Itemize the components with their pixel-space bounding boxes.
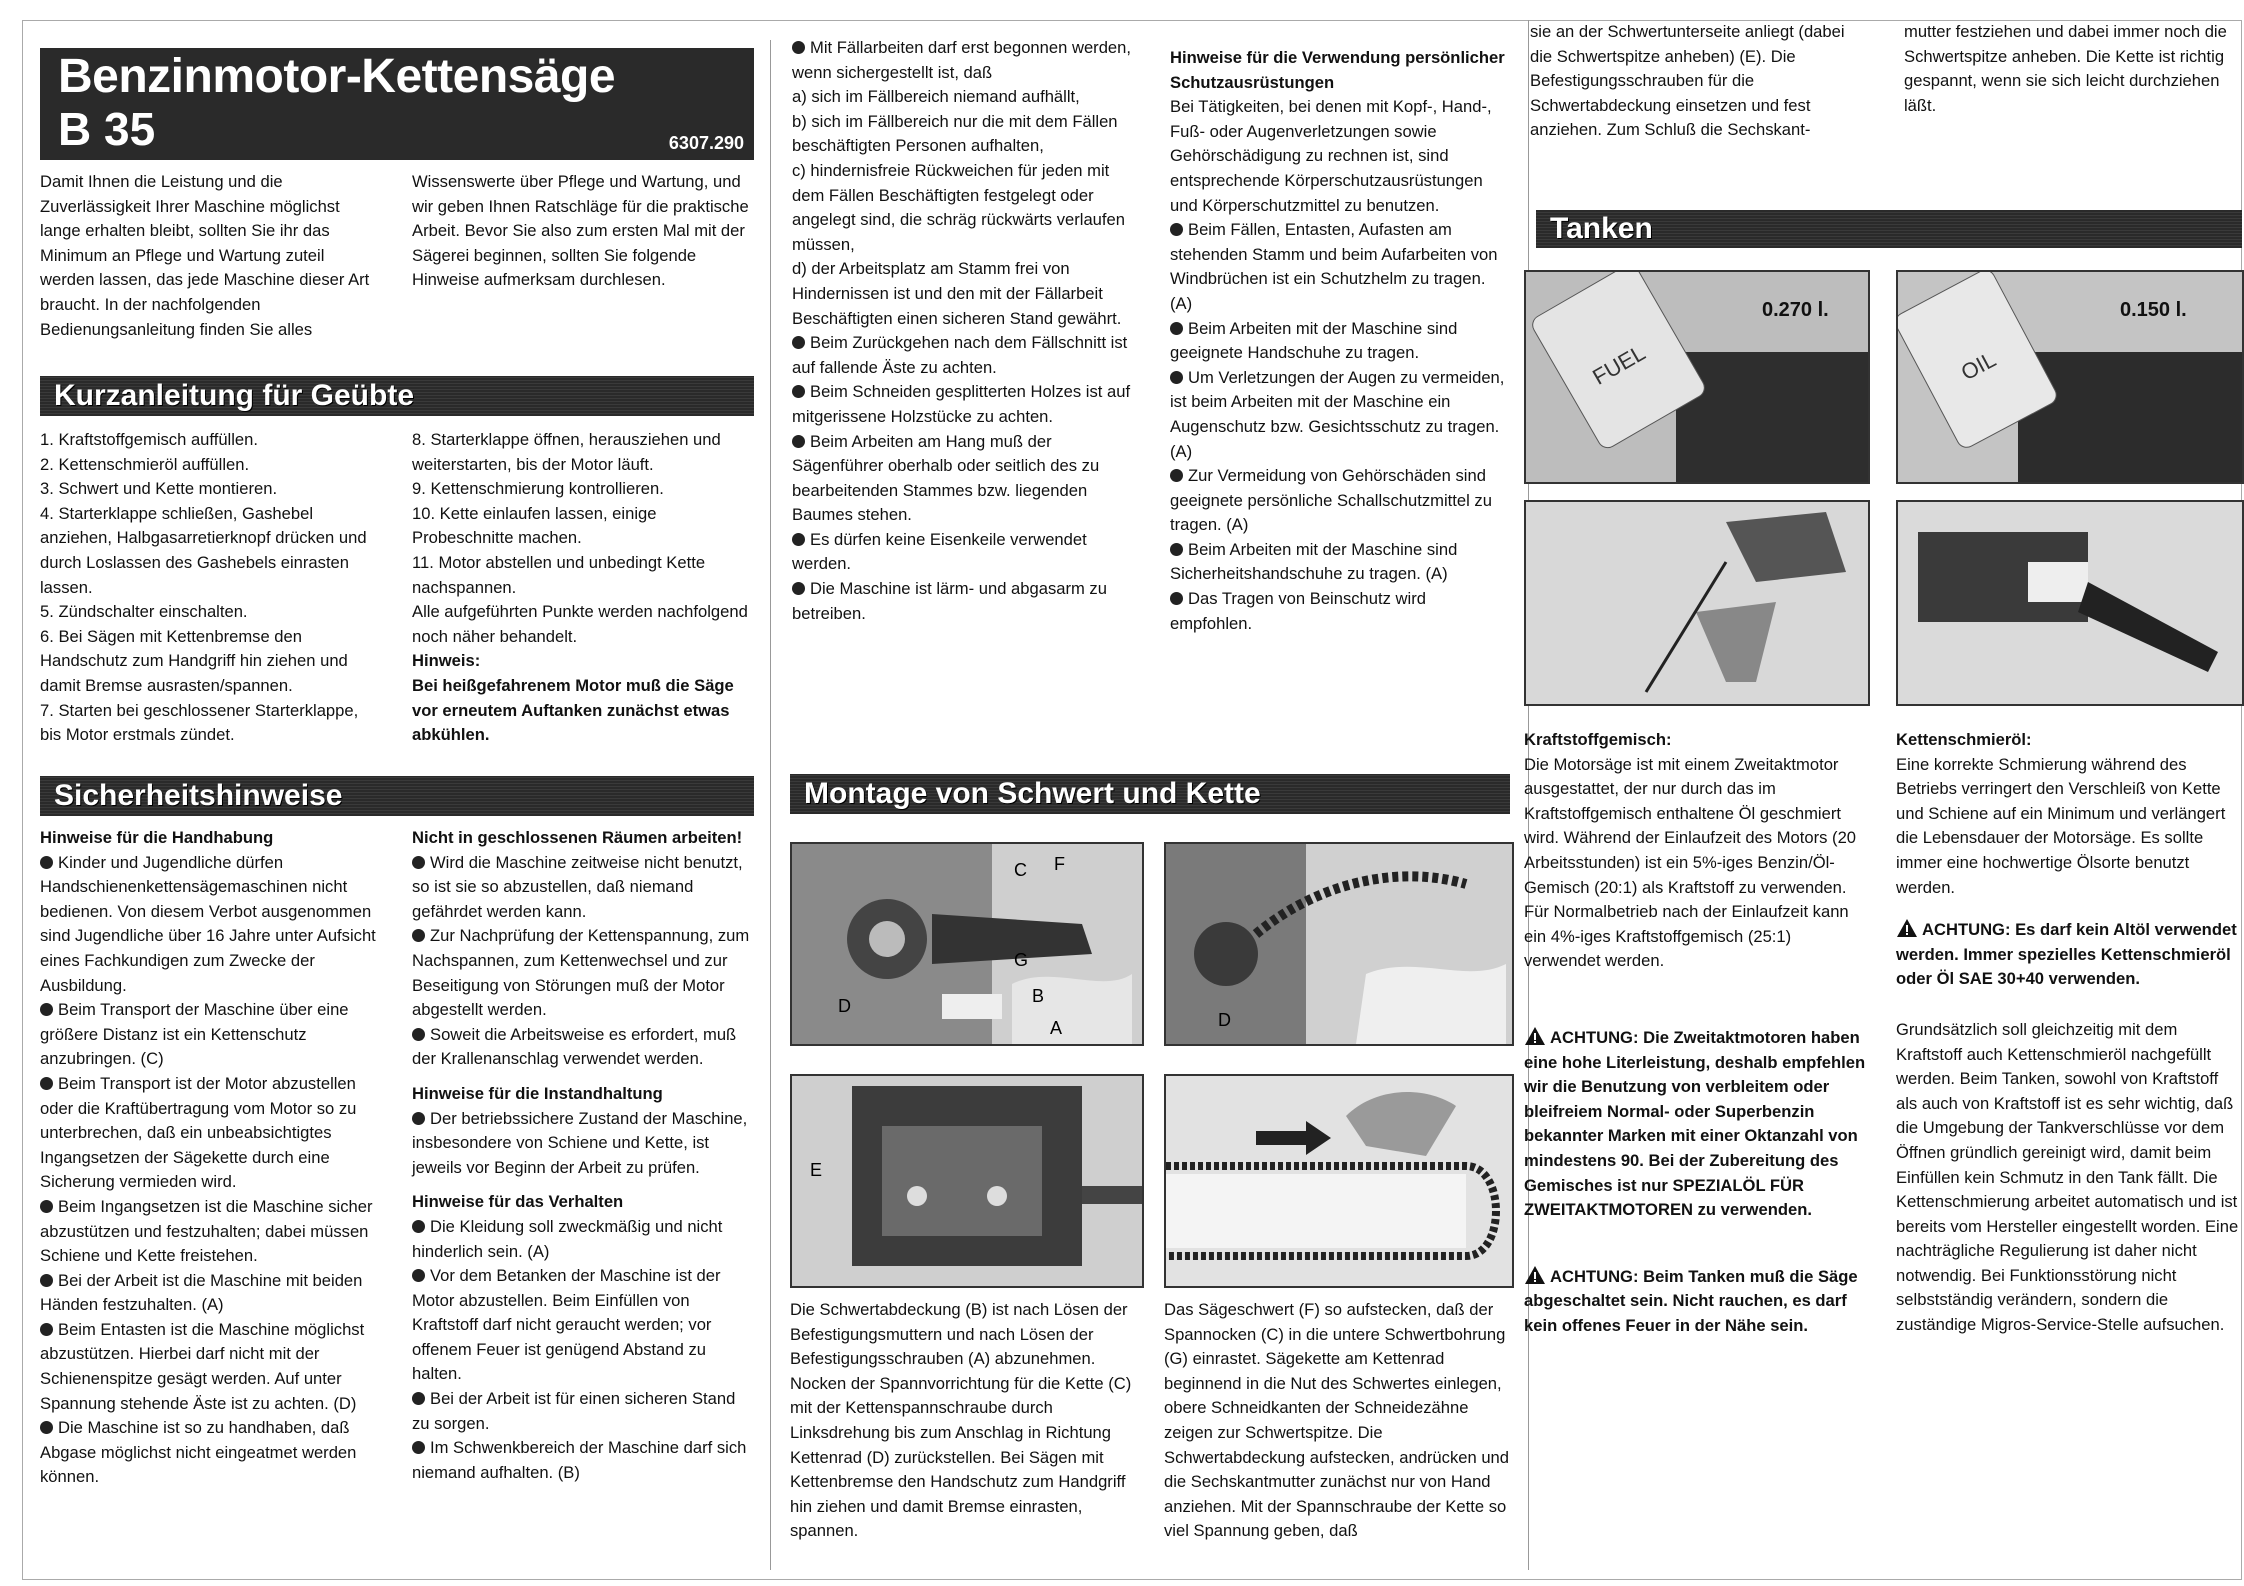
svg-text:B: B [1032,986,1045,1006]
chainsaw-photo [1896,500,2244,706]
svg-text:OIL: OIL [1956,346,2000,386]
montage-heading: Montage von Schwert und Kette [790,774,1510,814]
warning-icon [1524,1265,1546,1285]
kurz-steps-right: 8. Starterklappe öffnen, herausziehen und weiterstarten, bis der Motor läuft. 9. Kettenschmierung kontrollieren. 10. Kette einlaufen lassen, einige Probeschnitte machen. 11. Motor abstellen und unbedingt Kette nachspannen. Alle aufgeführten Punkte werden nachfolgend noch näher behandelt. Hinweis: Bei heißgefahrenem Motor muß die Säge vor erneutem Auftanken zunächst etwas abkühlen. [412,430,748,745]
title-block [40,48,754,160]
raeume-col: Nicht in geschlossenen Räumen arbeiten! Wird die Maschine zeitweise nicht benutzt, so ist sie so abzustellen, daß niemand gefährdet werden kann. Zur Nachprüfung der Kettenspannung, zum Nachspannen, zum Kettenwechsel und zur Beseitigung von Störungen muß der Motor abgestellt werden. Soweit die Arbeitsweise es erfordert, muß der Krallenanschlag verwendet werden. Hinweise für die Instandhaltung Der betriebssichere Zustand der Maschine, insbesondere von Schiene und Kette, ist jeweils vor Beginn der Arbeit zu prüfen. Hinweise für das Verhalten Die Kleidung soll zweckmäßig und nicht hinderlich sein. (A) Vor dem Betanken der Maschine ist der Motor abzustellen. Beim Einfüllen von Kraftstoff darf nicht geraucht werden; vor offenem Feuer ist genügend Abstand zu halten. Bei der Arbeit ist für einen sicheren Stand zu sorgen. Im Schwenkbereich der Maschine darf sich niemand aufhalten. (B) [412,826,752,1485]
handhabung-col: Hinweise für die Handhabung Kinder und Jugendliche dürfen Handschienenkettensägemaschinen nicht bedienen. Von diesem Verbot ausgenommen sind Jugendliche über 16 Jahre unter Aufsicht eines Fachkundigen zum Zwecke der Ausbildung. Beim Transport der Maschine über eine größere Distanz ist ein Kettenschutz anzubringen. (C) Beim Transport ist der Motor abzustellen oder die Kraftübertragung vom Motor so zu unterbrechen, daß ein unbeabsichtigtes Ingangsetzen der Sägekette durch eine Sicherung vermieden wird. Beim Ingangsetzen ist die Maschine sicher abzustützen und festzuhalten; dabei müssen Schiene und Kette freistehen. Bei der Arbeit ist die Maschine mit beiden Händen festzuhalten. (A) Beim Entasten ist die Maschine möglichst abzustützen. Hierbei darf nicht mit der Schienenspitze gesägt werden. Auf unter Spannung stehende Äste ist zu achten. (D) Die Maschine ist so zu handhaben, daß Abgase möglichst nicht eingeatmet werden können. [40,826,384,1490]
svg-text:A: A [1050,1018,1063,1038]
montage-photo-1 [790,842,1144,1046]
montage-text-right: Das Sägeschwert (F) so aufstecken, daß der Spannocken (C) in die untere Schwertbohrung (G) einrastet. Sägekette am Kettenrad beginnend in die Nut des Schwertes einlegen, obere Schneidkanten der Schneidezähne zeigen zur Schwertspitze. Die Schwertabdeckung aufstecken, andrücken und die Sechskantmutter zunächst nur von Hand anziehen. Mit der Spannschraube der Kette so viel Spannung geben, daß [1164,1300,1510,1541]
oil-can-icon [1898,272,2242,482]
montage-photo-2 [1164,842,1514,1046]
chain-on-sprocket-illustration [1166,844,1512,1044]
svg-text:0.270 l.: 0.270 l. [1762,299,1829,321]
tanken-heading: Tanken [1536,210,2242,248]
svg-text:0.150 l.: 0.150 l. [2120,299,2187,321]
title-line1: Benzinmotor-Kettensäge [58,50,616,103]
montage-photo-4 [1164,1074,1514,1288]
svg-text:D: D [838,996,851,1016]
chain-bar-illustration [1166,1076,1512,1286]
title-line2: B 35 [58,103,156,155]
warning-icon [1896,918,1918,938]
svg-text:C: C [1014,860,1027,880]
svg-text:G: G [1014,950,1029,970]
warning-icon [1524,1026,1546,1046]
oil-photo [1896,270,2244,484]
kettenschmieroel-col: Kettenschmieröl: Eine korrekte Schmierung während des Betriebs verringert den Verschleiß von Kette und Schiene auf ein Minimum und verlängert die Lebensdauer der Motorsäge. Es sollte immer eine hochwertige Ölsorte benutzt werden. ACHTUNG: Es darf kein Altöl verwendet werden. Immer spezielles Kettenschmieröl oder Öl SAE 30+40 verwenden. Grundsätzlich soll gleichzeitig mit dem Kraftstoff auch Kettenschmieröl nachgefüllt werden. Beim Tanken, sowohl von Kraftstoff als auch von Kraftstoff ist es sehr wichtig, daß die Umgebung der Tankverschlüsse vor dem Öffnen gründlich gereinigt wird, damit beim Einfüllen kein Schmutz in den Tank fällt. Die Kettenschmierung arbeitet automatisch und ist bereits vom Hersteller eingestellt worden. Eine nachträgliche Regulierung ist daher nicht notwendig. Bei Funktionsstörung nicht selbstständig verändern, sondern die zuständige Migros-Service-Stelle aufsuchen. [1896,730,2239,1335]
montage-photo-3 [790,1074,1144,1288]
montage-continued-left: sie an der Schwertunterseite anliegt (dabei die Schwertspitze anheben) (E). Die Befestigungsschrauben für die Schwertabdeckung einsetzen und fest anziehen. Zum Schluß die Sechskant- [1530,22,1845,140]
kurz-steps-left: 1. Kraftstoffgemisch auffüllen. 2. Kettenschmieröl auffüllen. 3. Schwert und Kette montieren. 4. Starterklappe schließen, Gashebel anziehen, Halbgasarretierknopf drücken und durch Loslassen des Gashebels einrasten lassen. 5. Zündschalter einschalten. 6. Bei Sägen mit Kettenbremse den Handschutz zum Handgriff hin ziehen und damit Bremse ausrasten/spannen. 7. Starten bei geschlossener Starterklappe, bis Motor erstmals zündet. [40,430,367,745]
chainsaw-icon [1898,502,2242,704]
kraftstoff-col: Kraftstoffgemisch: Die Motorsäge ist mit einem Zweitaktmotor ausgestattet, der nur durch das im Kraftstoffgemisch enthaltene Öl geschmiert wird. Während der Einlaufzeit des Motors (20 Arbeitsstunden) ist ein 5%-iges Benzin/Öl-Gemisch (20:1) als Kraftstoff zu verwenden. Für Normalbetrieb nach der Einlaufzeit kann ein 4%-iges Kraftstoffgemisch (25:1) verwendet werden. ACHTUNG: Die Zweitaktmotoren haben eine hohe Literleistung, deshalb empfehlen wir die Benutzung von verbleitem oder bleifreiem Normal- oder Superbenzin bekannter Marken mit einer Oktanzahl von mindestens 90. Bei der Zubereitung des Gemisches ist nur SPEZIALÖL FÜR ZWEITAKTMOTOREN zu verwenden. ACHTUNG: Beim Tanken muß die Säge abgeschaltet sein. Nicht rauchen, es darf kein offenes Feuer in der Nähe sein. [1524,730,1866,1335]
kurzanleitung-heading: Kurzanleitung für Geübte [40,376,754,416]
fuel-photo [1524,270,1870,484]
montage-text-left: Die Schwertabdeckung (B) ist nach Lösen der Befestigungsmuttern und nach Lösen der Befestigungsschrauben (A) abzunehmen. Nocken der Spannvorrichtung für die Kette (C) mit der Kettenspannschraube durch Linksdrehung bis zum Anschlag in Richtung Kettenrad (D) zurückstellen. Bei Sägen mit Kettenbremse den Handschutz zum Handgriff hin ziehen und damit Bremse einrasten, spannen. [790,1300,1132,1541]
sicherheit-heading: Sicherheitshinweise [40,776,754,816]
fuel-can-icon [1526,272,1868,482]
svg-text:F: F [1054,854,1065,874]
montage-continued-right: mutter festziehen und dabei immer noch die Schwertspitze anheben. Die Kette ist richtig gespannt, wenn sie sich leicht durchziehen läßt. [1904,22,2227,115]
chainsaw-sprocket-illustration [792,844,1142,1044]
tension-screw-illustration [792,1076,1142,1286]
oil-funnel-illustration [1526,502,1868,704]
intro-right: Wissenswerte über Pflege und Wartung, und wir geben Ihnen Ratschläge für die praktische Arbeit. Bevor Sie also zum ersten Mal mit der Sägerei beginnen, sollten Sie folgende Hinweise aufmerksam durchlesen. [412,172,749,290]
faellarbeiten-col: Mit Fällarbeiten darf erst begonnen werden, wenn sichergestellt ist, daß a) sich im Fällbereich niemand aufhällt, b) sich im Fällbereich nur die mit dem Fällen beschäftigten Personen aufhalten, c) hindernisfreie Rückweichen für jeden mit dem Fällen Beschäftigten festgelegt oder angelegt sind, die schräg rückwärts verlaufen müssen, d) der Arbeitsplatz am Stamm frei von Hindernissen ist und den mit der Fällarbeit Beschäftigten einen sicheren Stand gewährt. Beim Zurückgehen nach dem Fällschnitt ist auf fallende Äste zu achten. Beim Schneiden gesplitterten Holzes ist auf mitgerissene Holzstücke zu achten. Beim Arbeiten am Hang muß der Sägenführer oberhalb oder seitlich des zu bearbeitenden Stammes bzw. liegenden Baumes stehen. Es dürfen keine Eisenkeile verwendet werden. Die Maschine ist lärm- und abgasarm zu betreiben. [792,36,1144,626]
column-divider [770,40,771,1570]
intro-left: Damit Ihnen die Leistung und die Zuverlässigkeit Ihrer Maschine möglichst lange erhalten bleibt, sollten Sie ihr das Minimum an Pflege und Wartung zuteil werden lassen, das jede Maschine dieser Art braucht. In der nachfolgenden Bedienungsanleitung finden Sie alles [40,172,370,339]
schutzausruestung-col: Hinweise für die Verwendung persönlicher Schutzausrüstungen Bei Tätigkeiten, bei denen mit Kopf-, Hand-, Fuß- oder Augenverletzungen sowie Gehörschädigung zu rechnen ist, sind entsprechende Körperschutzausrüstungen und Körperschutzmittel zu benutzen. Beim Fällen, Entasten, Aufasten am stehenden Stamm und beim Aufarbeiten von Windbrüchen ist ein Schutzhelm zu tragen. (A) Beim Arbeiten mit der Maschine sind geeignete Handschuhe zu tragen. Um Verletzungen der Augen zu vermeiden, ist beim Arbeiten mit der Maschine ein Augenschutz bzw. Gesichtsschutz zu tragen. (A) Zur Vermeidung von Gehörschäden sind geeignete persönliche Schallschutzmittel zu tragen. (A) Beim Arbeiten mit der Maschine sind Sicherheitshandschuhe zu tragen. (A) Das Tragen von Beinschutz wird empfohlen. [1170,46,1512,636]
svg-text:E: E [810,1160,823,1180]
oil-filling-photo [1524,500,1870,706]
article-number: 6307.290 [668,133,744,153]
svg-text:FUEL: FUEL [1588,339,1650,390]
svg-text:D: D [1218,1010,1231,1030]
